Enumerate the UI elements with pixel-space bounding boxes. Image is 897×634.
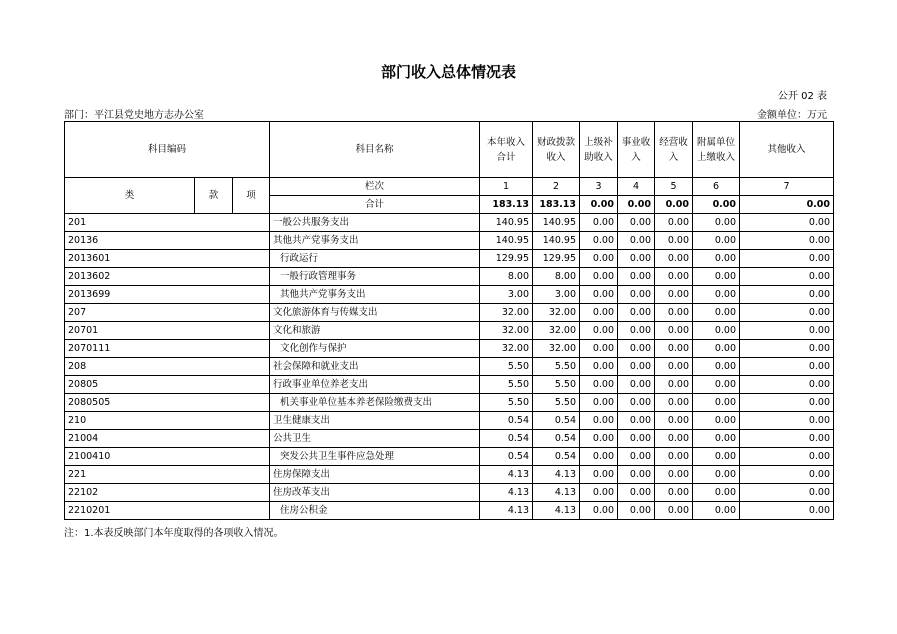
- table-row: [65, 412, 834, 430]
- table-number: 公开 02 表: [777, 91, 827, 102]
- sum-value: 0.00: [655, 196, 693, 214]
- row-value: 0.00: [580, 322, 618, 340]
- table-row: [65, 268, 834, 286]
- row-value: 129.95: [480, 250, 533, 268]
- row-code: 21004: [65, 430, 270, 448]
- row-value: 4.13: [533, 466, 580, 484]
- row-value: 0.54: [480, 412, 533, 430]
- sum-value: 0.00: [693, 196, 740, 214]
- row-value: 4.13: [533, 484, 580, 502]
- row-value: 0.00: [740, 484, 834, 502]
- row-value: 0.00: [655, 430, 693, 448]
- col-number: 2: [533, 178, 580, 196]
- row-value: 0.00: [580, 502, 618, 520]
- row-value: 0.00: [655, 394, 693, 412]
- sum-value: 0.00: [740, 196, 834, 214]
- row-value: 0.00: [693, 304, 740, 322]
- row-name: 住房公积金: [270, 502, 480, 520]
- row-value: 0.00: [693, 502, 740, 520]
- row-code: 208: [65, 358, 270, 376]
- row-value: 0.00: [693, 232, 740, 250]
- row-name: 卫生健康支出: [270, 412, 480, 430]
- header-xiang: 项: [233, 178, 270, 214]
- header-kuan: 款: [195, 178, 233, 214]
- page-title: 部门收入总体情况表: [380, 63, 516, 81]
- table-row: [65, 502, 834, 520]
- col-number: 1: [480, 178, 533, 196]
- row-name: 住房保障支出: [270, 466, 480, 484]
- row-code: 2013699: [65, 286, 270, 304]
- table-row: [65, 214, 834, 232]
- row-value: 32.00: [480, 340, 533, 358]
- row-value: 0.00: [580, 304, 618, 322]
- row-value: 0.00: [655, 484, 693, 502]
- table-row: [65, 484, 834, 502]
- header-code: 科目编码: [65, 122, 270, 178]
- row-value: 0.00: [693, 394, 740, 412]
- row-name: 行政事业单位养老支出: [270, 376, 480, 394]
- row-value: 0.00: [618, 376, 655, 394]
- row-value: 5.50: [480, 376, 533, 394]
- row-value: 140.95: [480, 232, 533, 250]
- row-value: 0.00: [580, 286, 618, 304]
- row-value: 0.00: [655, 214, 693, 232]
- row-value: 140.95: [533, 232, 580, 250]
- row-value: 0.00: [655, 232, 693, 250]
- row-value: 0.00: [618, 268, 655, 286]
- row-value: 0.00: [580, 430, 618, 448]
- row-code: 221: [65, 466, 270, 484]
- row-value: 0.00: [740, 214, 834, 232]
- row-value: 0.00: [740, 268, 834, 286]
- row-value: 0.00: [580, 250, 618, 268]
- row-value: 0.00: [693, 358, 740, 376]
- header-total: 本年收入合计: [480, 122, 533, 178]
- row-value: 0.00: [693, 268, 740, 286]
- row-code: 2100410: [65, 448, 270, 466]
- table-row: [65, 358, 834, 376]
- row-code: 22102: [65, 484, 270, 502]
- row-name: 行政运行: [270, 250, 480, 268]
- row-name: 住房改革支出: [270, 484, 480, 502]
- row-value: 0.00: [655, 268, 693, 286]
- row-value: 0.00: [580, 214, 618, 232]
- row-value: 0.00: [740, 466, 834, 484]
- column-number-row: [65, 178, 834, 196]
- row-value: 0.00: [618, 358, 655, 376]
- table-row: [65, 430, 834, 448]
- row-name: 文化旅游体育与传媒支出: [270, 304, 480, 322]
- row-value: 0.00: [618, 340, 655, 358]
- sum-value: 0.00: [618, 196, 655, 214]
- header-column-seq: 栏次: [270, 178, 480, 196]
- header-fiscal: 财政拨款收入: [533, 122, 580, 178]
- row-value: 0.00: [740, 232, 834, 250]
- row-value: 0.00: [618, 232, 655, 250]
- row-value: 0.00: [655, 502, 693, 520]
- row-value: 32.00: [480, 322, 533, 340]
- sum-value: 183.13: [480, 196, 533, 214]
- header-operating: 经营收入: [655, 122, 693, 178]
- table-row: [65, 340, 834, 358]
- row-value: 0.00: [693, 322, 740, 340]
- row-value: 32.00: [480, 304, 533, 322]
- sum-value: 0.00: [580, 196, 618, 214]
- header-upper: 上级补助收入: [580, 122, 618, 178]
- row-value: 0.54: [480, 448, 533, 466]
- row-name: 一般行政管理事务: [270, 268, 480, 286]
- row-value: 0.00: [580, 376, 618, 394]
- table-row: [65, 232, 834, 250]
- row-value: 0.00: [740, 340, 834, 358]
- row-name: 文化创作与保护: [270, 340, 480, 358]
- table-row: [65, 394, 834, 412]
- row-value: 0.00: [580, 484, 618, 502]
- sum-label: 合计: [270, 196, 480, 214]
- row-code: 201: [65, 214, 270, 232]
- row-value: 3.00: [533, 286, 580, 304]
- row-value: 0.00: [740, 286, 834, 304]
- row-name: 公共卫生: [270, 430, 480, 448]
- row-name: 社会保障和就业支出: [270, 358, 480, 376]
- row-value: 5.50: [533, 358, 580, 376]
- row-value: 32.00: [533, 340, 580, 358]
- row-value: 5.50: [533, 376, 580, 394]
- row-value: 0.00: [655, 286, 693, 304]
- row-name: 机关事业单位基本养老保险缴费支出: [270, 394, 480, 412]
- row-code: 20136: [65, 232, 270, 250]
- row-value: 0.00: [740, 430, 834, 448]
- row-value: 0.00: [580, 232, 618, 250]
- header-affiliated: 附属单位上缴收入: [693, 122, 740, 178]
- row-value: 0.00: [655, 412, 693, 430]
- row-value: 0.00: [618, 502, 655, 520]
- row-value: 32.00: [533, 304, 580, 322]
- col-number: 4: [618, 178, 655, 196]
- row-value: 0.00: [693, 448, 740, 466]
- header-name: 科目名称: [270, 122, 480, 178]
- row-value: 0.00: [618, 250, 655, 268]
- unit-label: 金额单位：万元: [757, 110, 827, 121]
- col-number: 5: [655, 178, 693, 196]
- row-value: 4.13: [533, 502, 580, 520]
- row-value: 0.00: [740, 376, 834, 394]
- row-code: 2013602: [65, 268, 270, 286]
- row-value: 0.00: [618, 214, 655, 232]
- row-value: 0.00: [618, 484, 655, 502]
- row-value: 0.00: [618, 448, 655, 466]
- row-value: 8.00: [533, 268, 580, 286]
- row-value: 0.54: [533, 448, 580, 466]
- col-number: 6: [693, 178, 740, 196]
- row-name: 文化和旅游: [270, 322, 480, 340]
- row-value: 8.00: [480, 268, 533, 286]
- row-value: 0.00: [740, 394, 834, 412]
- row-code: 207: [65, 304, 270, 322]
- row-value: 0.00: [618, 412, 655, 430]
- row-value: 0.00: [618, 466, 655, 484]
- row-value: 0.00: [580, 358, 618, 376]
- row-value: 0.00: [693, 376, 740, 394]
- row-value: 0.00: [693, 484, 740, 502]
- row-value: 4.13: [480, 502, 533, 520]
- table-row: [65, 250, 834, 268]
- row-name: 其他共产党事务支出: [270, 232, 480, 250]
- col-number: 7: [740, 178, 834, 196]
- row-value: 0.00: [740, 322, 834, 340]
- row-value: 0.00: [693, 250, 740, 268]
- row-value: 0.00: [655, 448, 693, 466]
- table-row: [65, 448, 834, 466]
- row-value: 129.95: [533, 250, 580, 268]
- row-code: 2070111: [65, 340, 270, 358]
- table-row: [65, 304, 834, 322]
- row-value: 0.00: [580, 340, 618, 358]
- row-value: 0.00: [693, 286, 740, 304]
- sum-value: 183.13: [533, 196, 580, 214]
- row-value: 0.00: [618, 430, 655, 448]
- table-row: [65, 376, 834, 394]
- row-value: 5.50: [533, 394, 580, 412]
- row-value: 0.54: [533, 412, 580, 430]
- row-value: 5.50: [480, 394, 533, 412]
- row-name: 突发公共卫生事件应急处理: [270, 448, 480, 466]
- row-code: 2013601: [65, 250, 270, 268]
- header-lei: 类: [65, 178, 195, 214]
- row-value: 0.00: [580, 466, 618, 484]
- row-name: 一般公共服务支出: [270, 214, 480, 232]
- row-value: 0.00: [693, 412, 740, 430]
- row-value: 0.00: [740, 448, 834, 466]
- row-value: 0.00: [580, 412, 618, 430]
- row-value: 5.50: [480, 358, 533, 376]
- header-business: 事业收入: [618, 122, 655, 178]
- row-value: 0.00: [740, 502, 834, 520]
- header-other: 其他收入: [740, 122, 834, 178]
- row-code: 2210201: [65, 502, 270, 520]
- row-value: 0.00: [693, 430, 740, 448]
- row-value: 0.00: [655, 376, 693, 394]
- row-code: 2080505: [65, 394, 270, 412]
- row-value: 0.54: [533, 430, 580, 448]
- row-value: 0.00: [655, 358, 693, 376]
- row-value: 0.00: [740, 250, 834, 268]
- row-value: 0.00: [693, 214, 740, 232]
- row-code: 20805: [65, 376, 270, 394]
- row-value: 32.00: [533, 322, 580, 340]
- row-value: 0.00: [580, 394, 618, 412]
- row-value: 4.13: [480, 484, 533, 502]
- row-value: 0.00: [655, 304, 693, 322]
- row-value: 0.00: [618, 322, 655, 340]
- row-code: 210: [65, 412, 270, 430]
- row-value: 0.00: [618, 304, 655, 322]
- income-table: [64, 121, 834, 520]
- row-value: 0.00: [740, 358, 834, 376]
- row-value: 0.00: [740, 412, 834, 430]
- row-value: 0.00: [655, 466, 693, 484]
- header-row: [65, 122, 834, 178]
- department-label: 部门：平江县党史地方志办公室: [64, 110, 204, 121]
- table-row: [65, 286, 834, 304]
- row-value: 0.54: [480, 430, 533, 448]
- row-value: 0.00: [580, 448, 618, 466]
- row-value: 0.00: [580, 268, 618, 286]
- row-value: 0.00: [693, 340, 740, 358]
- row-value: 0.00: [655, 250, 693, 268]
- table-row: [65, 322, 834, 340]
- row-value: 0.00: [655, 322, 693, 340]
- row-value: 0.00: [693, 466, 740, 484]
- row-value: 0.00: [740, 304, 834, 322]
- row-value: 0.00: [618, 286, 655, 304]
- table-row: [65, 466, 834, 484]
- row-value: 140.95: [480, 214, 533, 232]
- row-value: 0.00: [618, 394, 655, 412]
- footnote: 注：1.本表反映部门本年度取得的各项收入情况。: [64, 528, 284, 539]
- row-code: 20701: [65, 322, 270, 340]
- col-number: 3: [580, 178, 618, 196]
- row-value: 0.00: [655, 340, 693, 358]
- row-value: 140.95: [533, 214, 580, 232]
- row-value: 4.13: [480, 466, 533, 484]
- row-value: 3.00: [480, 286, 533, 304]
- row-name: 其他共产党事务支出: [270, 286, 480, 304]
